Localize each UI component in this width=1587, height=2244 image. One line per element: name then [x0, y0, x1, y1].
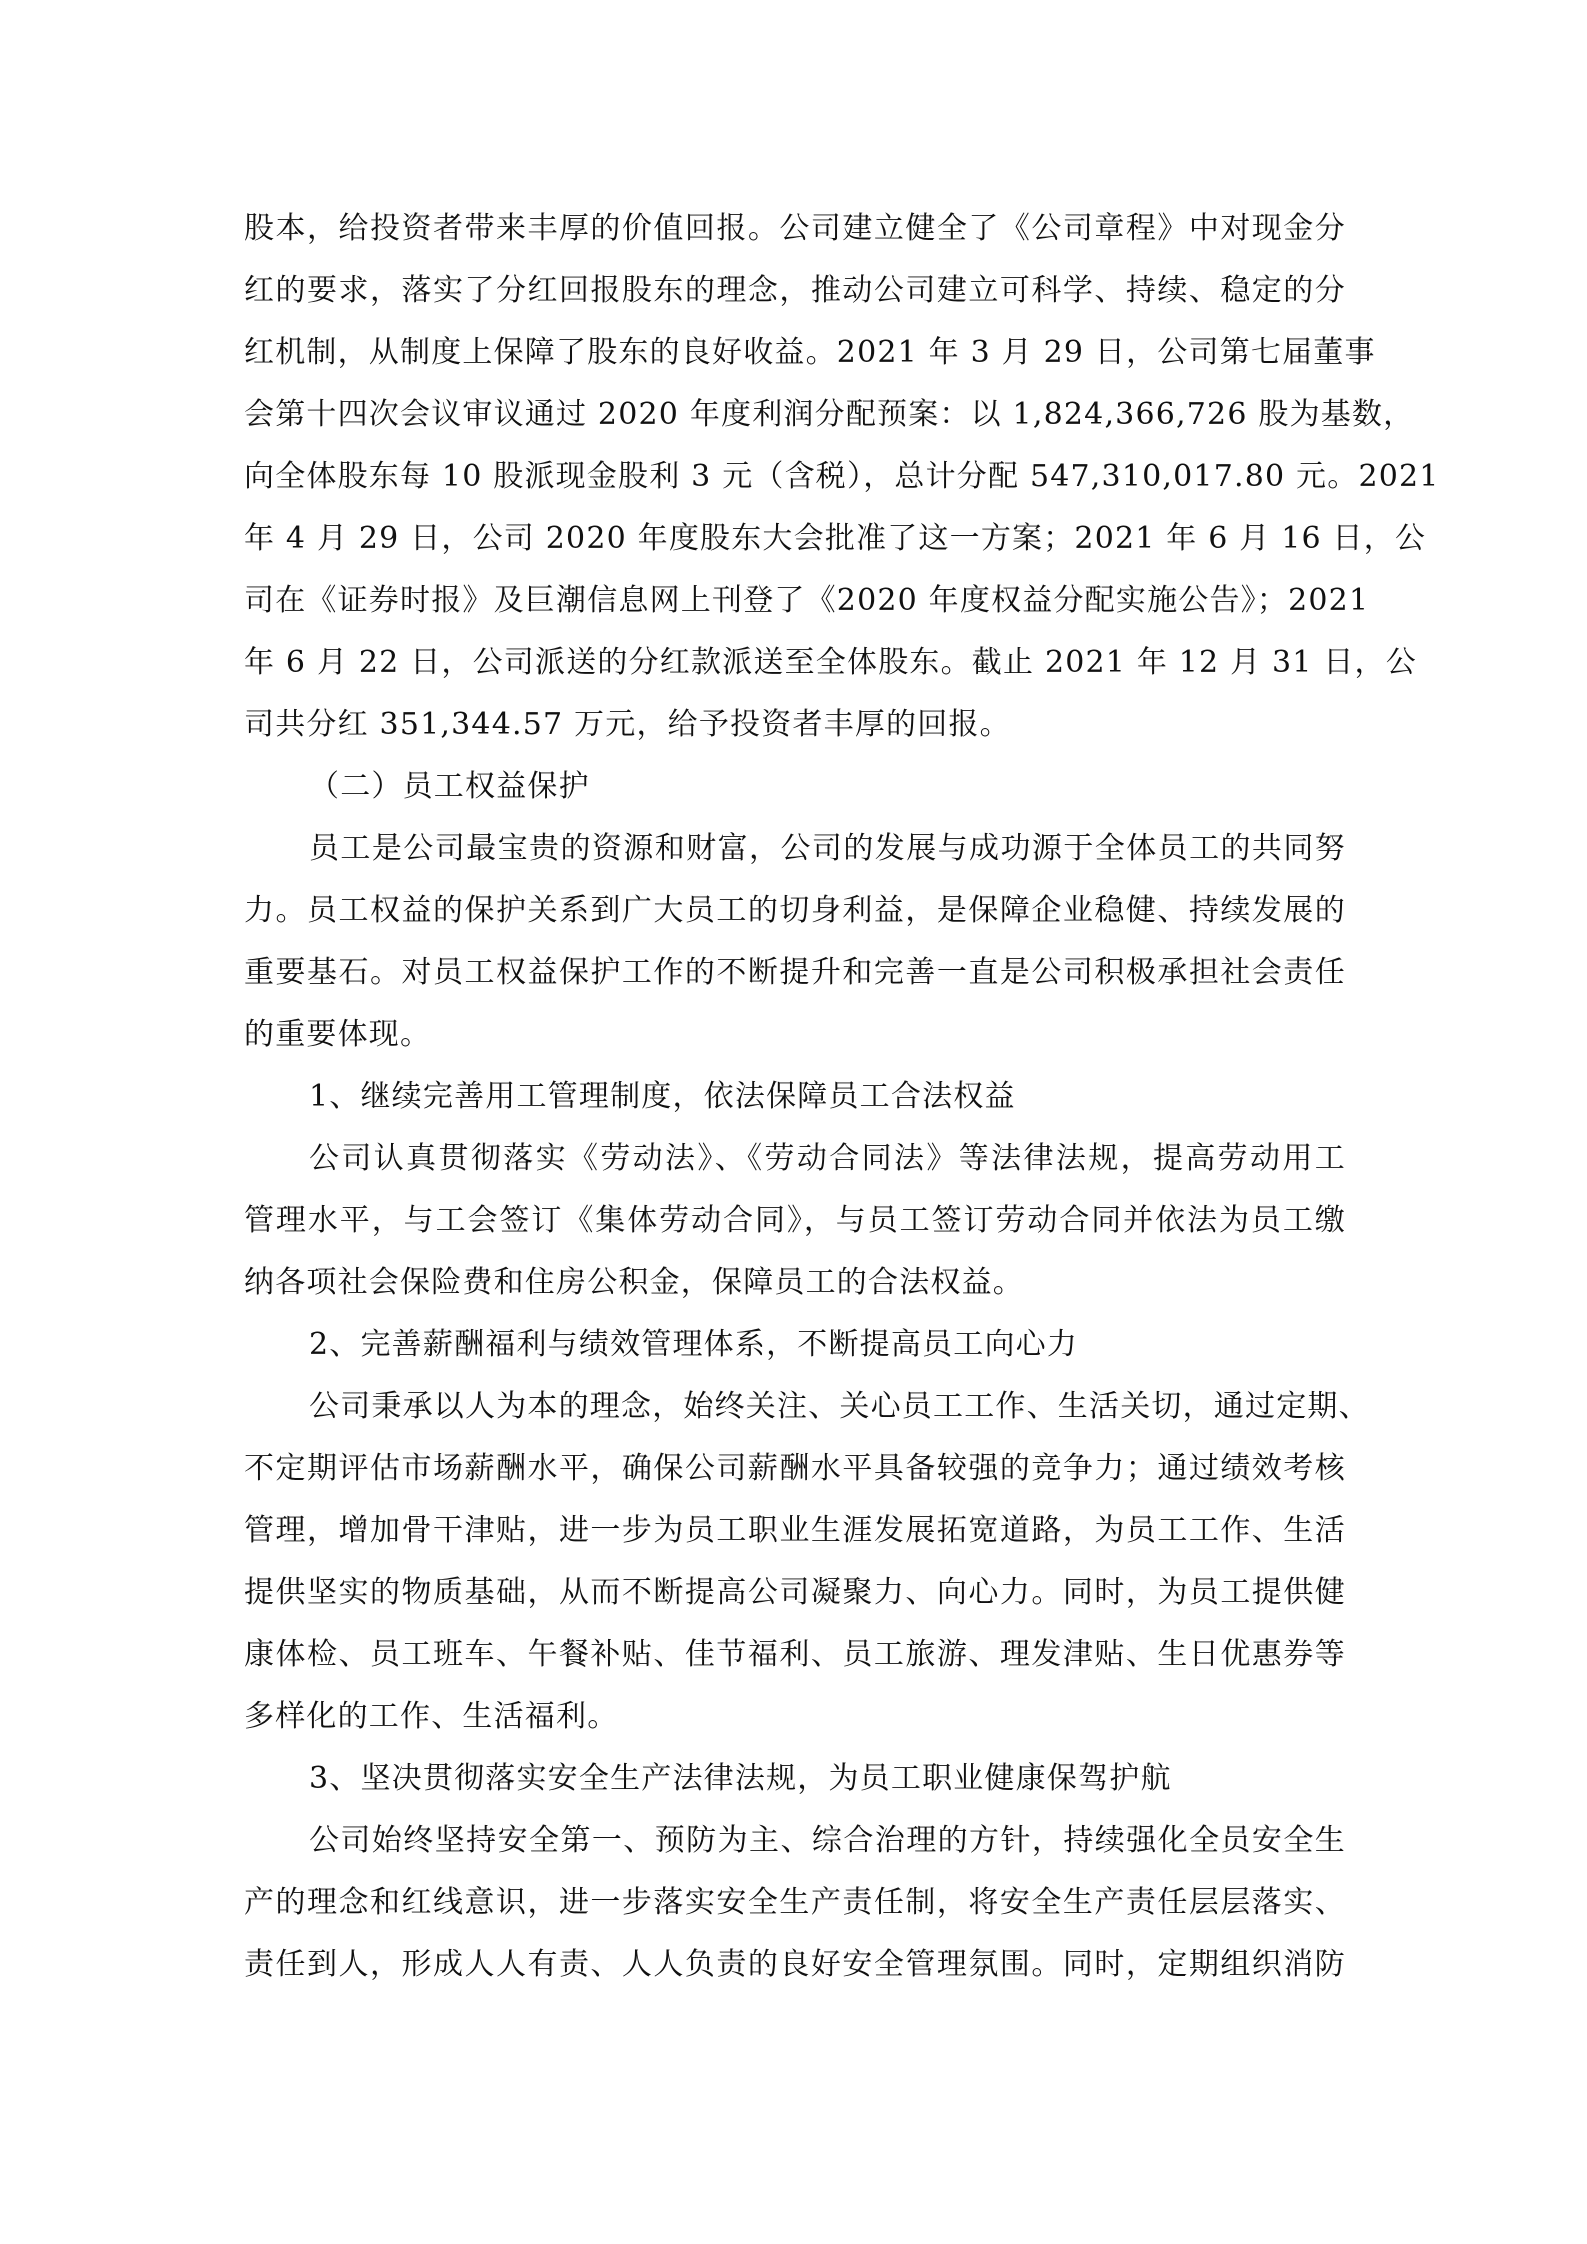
text-line: 管理水平，与工会签订《集体劳动合同》，与员工签订劳动合同并依法为员工缴: [244, 1203, 1346, 1238]
text-line: 向全体股东每 10 股派现金股利 3 元（含税），总计分配 547,310,017.80 元。2021: [244, 459, 1440, 494]
document-body: [244, 198, 1440, 1996]
text-line: 重要基石。对员工权益保护工作的不断提升和完善一直是公司积极承担社会责任: [244, 955, 1346, 990]
text-line: 责任到人，形成人人有责、人人负责的良好安全管理氛围。同时，定期组织消防: [244, 1947, 1346, 1982]
text-line: 会第十四次会议审议通过 2020 年度利润分配预案：以 1,824,366,726 股为基数，: [244, 397, 1415, 432]
text-line: 纳各项社会保险费和住房公积金，保障员工的合法权益。: [244, 1265, 1024, 1300]
text-line: 康体检、员工班车、午餐补贴、佳节福利、员工旅游、理发津贴、生日优惠券等: [244, 1637, 1346, 1672]
text-line: 公司始终坚持安全第一、预防为主、综合治理的方针，持续强化全员安全生: [309, 1823, 1346, 1858]
text-line: 产的理念和红线意识，进一步落实安全生产责任制，将安全生产责任层层落实、: [244, 1885, 1346, 1920]
text-line: 红机制，从制度上保障了股东的良好收益。2021 年 3 月 29 日，公司第七届董事: [244, 335, 1376, 370]
text-line: 提供坚实的物质基础，从而不断提高公司凝聚力、向心力。同时，为员工提供健: [244, 1575, 1346, 1610]
text-line: 公司秉承以人为本的理念，始终关注、关心员工工作、生活关切，通过定期、: [309, 1389, 1370, 1424]
subsection-heading: 2、完善薪酬福利与绩效管理体系，不断提高员工向心力: [309, 1327, 1079, 1362]
text-line: 力。员工权益的保护关系到广大员工的切身利益，是保障企业稳健、持续发展的: [244, 893, 1346, 928]
text-line: 年 4 月 29 日，公司 2020 年度股东大会批准了这一方案；2021 年 6 月 16 日，公: [244, 521, 1427, 556]
text-line: 员工是公司最宝贵的资源和财富，公司的发展与成功源于全体员工的共同努: [309, 831, 1346, 866]
text-line: 公司认真贯彻落实《劳动法》、《劳动合同法》等法律法规，提高劳动用工: [309, 1141, 1346, 1176]
text-line: 司共分红 351,344.57 万元，给予投资者丰厚的回报。: [244, 707, 1011, 742]
text-line: 多样化的工作、生活福利。: [244, 1699, 619, 1734]
text-line: 年 6 月 22 日，公司派送的分红款派送至全体股东。截止 2021 年 12 月 31 日，公: [244, 645, 1417, 680]
text-line: 司在《证券时报》及巨潮信息网上刊登了《2020 年度权益分配实施公告》；2021: [244, 583, 1370, 618]
subsection-heading: 1、继续完善用工管理制度，依法保障员工合法权益: [309, 1079, 1016, 1114]
section-heading: （二）员工权益保护: [309, 769, 590, 804]
text-line: 管理，增加骨干津贴，进一步为员工职业生涯发展拓宽道路，为员工工作、生活: [244, 1513, 1346, 1548]
text-line: 不定期评估市场薪酬水平，确保公司薪酬水平具备较强的竞争力；通过绩效考核: [244, 1451, 1346, 1486]
text-line: 的重要体现。: [244, 1017, 432, 1052]
subsection-heading: 3、坚决贯彻落实安全生产法律法规，为员工职业健康保驾护航: [309, 1761, 1172, 1796]
text-line: 红的要求，落实了分红回报股东的理念，推动公司建立可科学、持续、稳定的分: [244, 273, 1346, 308]
text-line: 股本，给投资者带来丰厚的价值回报。公司建立健全了《公司章程》中对现金分: [244, 211, 1346, 246]
